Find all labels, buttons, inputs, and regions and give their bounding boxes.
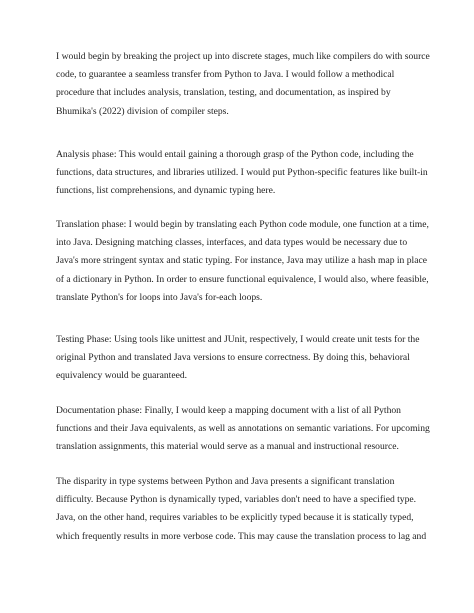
paragraph-translation-phase	[56, 216, 432, 307]
text-line: Bhumika's (2022) division of compiler steps.	[56, 105, 229, 117]
paragraph-type-systems	[56, 473, 432, 546]
text-line: Documentation phase: Finally, I would keep a mapping document with a list of all Python	[56, 405, 401, 416]
text-line: The disparity in type systems between Python and Java presents a significant translation	[56, 476, 395, 487]
text-line: functions and their Java equivalents, as well as annotations on semantic variations. For upcoming	[56, 423, 430, 435]
text-line: which frequently results in more verbose code. This may cause the translation process to lag and	[56, 530, 427, 542]
text-line: into Java. Designing matching classes, interfaces, and data types would be necessary due to	[56, 237, 408, 249]
text-line: functions, data structures, and libraries utilized. I would put Python-specific features like built-in	[56, 167, 428, 179]
text-line: difficulty. Because Python is dynamically typed, variables don't need to have a specified type.	[56, 494, 417, 506]
text-line: equivalency would be guaranteed.	[56, 370, 188, 382]
text-line: I would begin by breaking the project up into discrete stages, much like compilers do with source	[56, 51, 430, 62]
paragraph-analysis-phase	[56, 146, 432, 201]
text-line: Testing Phase: Using tools like unittest and JUnit, respectively, I would create unit tests for the	[56, 334, 420, 345]
text-line: translate Python's for loops into Java's for-each loops.	[56, 291, 263, 303]
paragraph-documentation-phase	[56, 402, 432, 457]
text-line: Java's more stringent syntax and static typing. For instance, Java may utilize a hash map in place	[56, 255, 427, 267]
paragraph-testing-phase	[56, 331, 432, 386]
text-line: procedure that includes analysis, translation, testing, and documentation, as inspired by	[56, 87, 391, 99]
text-line: original Python and translated Java versions to ensure correctness. By doing this, behavioral	[56, 352, 410, 364]
text-line: functions, list comprehensions, and dynamic typing here.	[56, 185, 276, 197]
text-line: code, to guarantee a seamless transfer from Python to Java. I would follow a methodical	[56, 69, 395, 81]
text-line: Analysis phase: This would entail gaining a thorough grasp of the Python code, including the	[56, 149, 414, 160]
paragraph-intro	[56, 48, 432, 121]
text-line: of a dictionary in Python. In order to ensure functional equivalence, I would also, where feasible,	[56, 273, 429, 285]
text-line: Translation phase: I would begin by translating each Python code module, one function at a time,	[56, 219, 429, 230]
text-line: translation assignments, this material would serve as a manual and instructional resource.	[56, 441, 399, 453]
text-line: Java, on the other hand, requires variables to be explicitly typed because it is statically typed,	[56, 512, 414, 524]
